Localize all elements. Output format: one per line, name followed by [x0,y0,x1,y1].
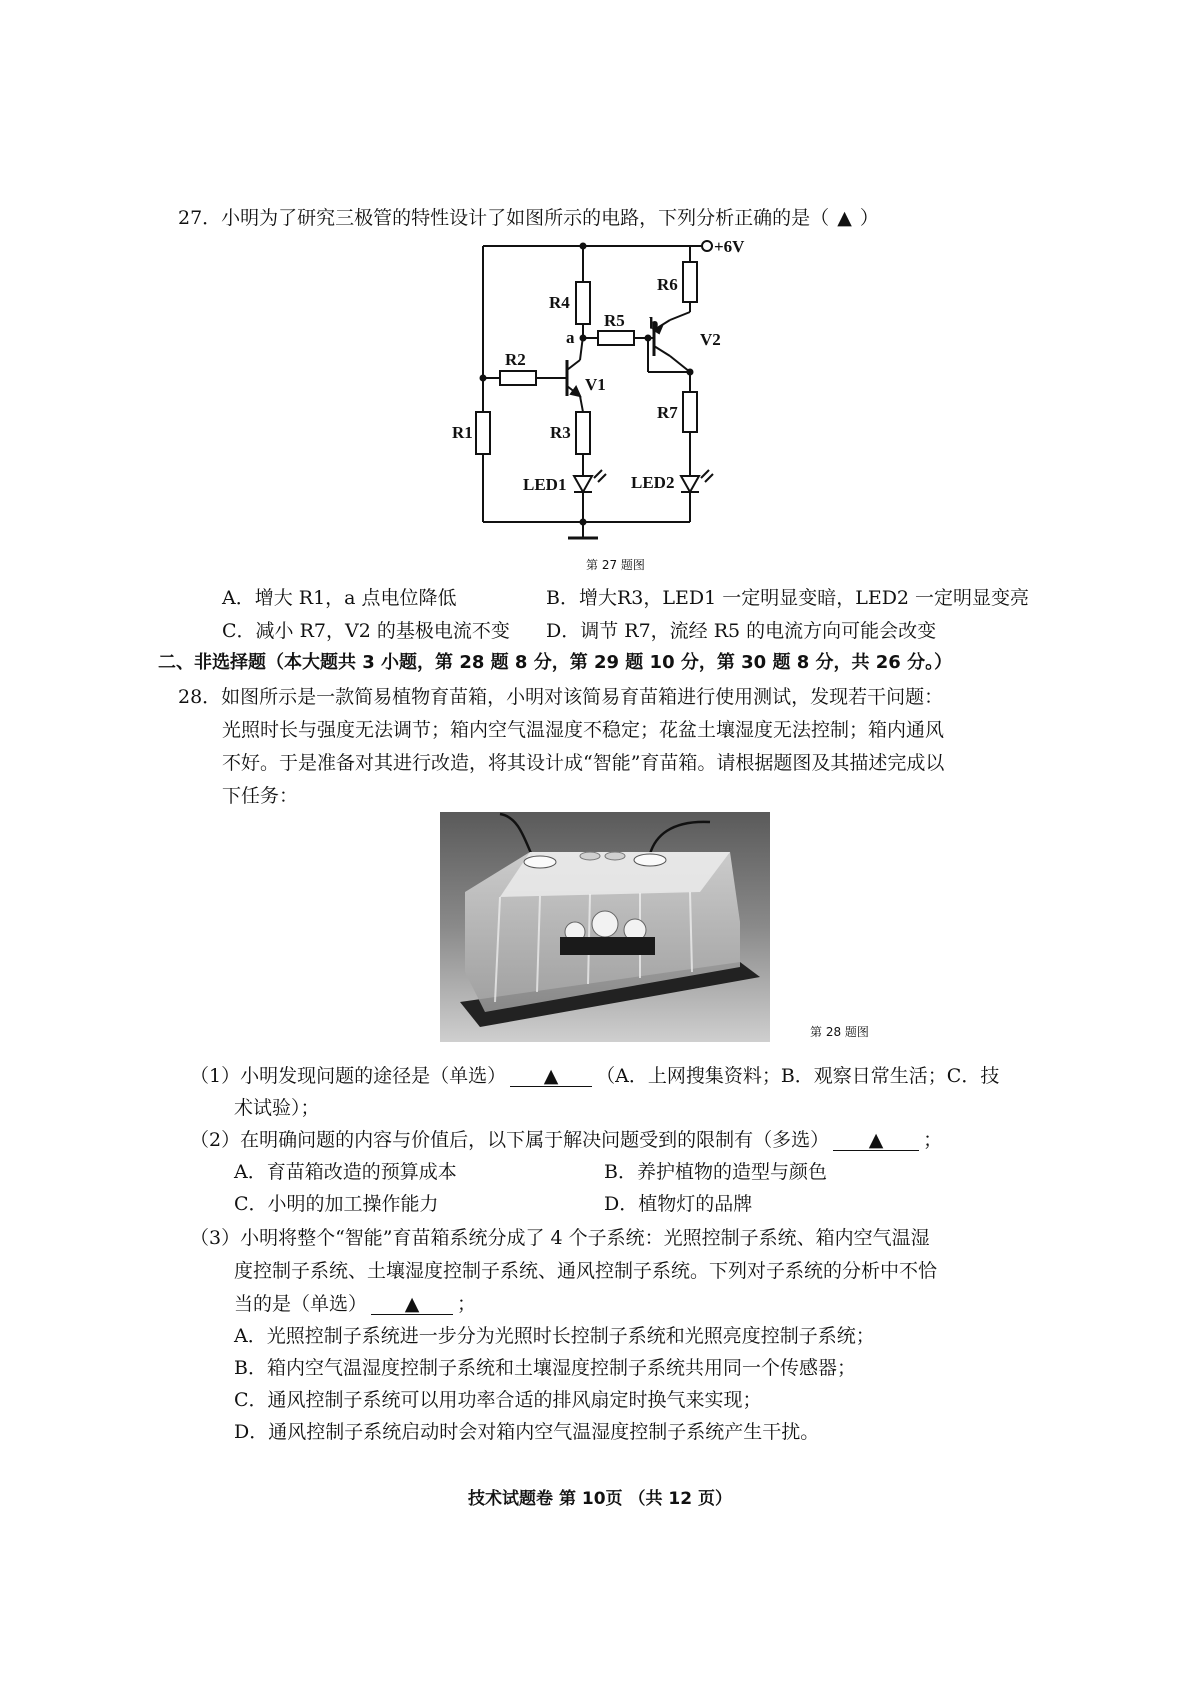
page-footer: 技术试题卷 第 10页 （共 12 页） [468,1489,732,1509]
q27-option-c: C．减小 R7，V2 的基极电流不变 [222,620,510,642]
q28-sub3-end: ； [457,1293,477,1315]
q28-sub1-answer-blank[interactable]: ▲ [510,1066,592,1087]
q28-intro-line-4: 下任务： [222,785,299,807]
q28-sub3-answer-blank[interactable]: ▲ [371,1294,453,1315]
q28-intro-line-3: 不好。于是准备对其进行改造，将其设计成“智能”育苗箱。请根据题图及其描述完成以 [222,752,945,774]
q28-sub2-answer-blank[interactable]: ▲ [833,1130,919,1151]
q28-sub3-prompt: 当的是（单选） [234,1293,368,1315]
label-led2: LED2 [631,473,675,492]
label-v2: V2 [700,330,721,349]
q27-stem-close: ） [859,207,879,229]
q28-intro-line-1: 28．如图所示是一款简易植物育苗箱，小明对该简易育苗箱进行使用测试，发现若干问题： [178,686,944,708]
q28-sub2-option-a: A．育苗箱改造的预算成本 [234,1161,457,1183]
label-node-b: b [649,314,659,333]
q28-sub2-line-1 [190,1128,942,1152]
q28-sub2-end: ； [923,1129,943,1151]
q28-sub2-option-d: D．植物灯的品牌 [604,1193,753,1215]
q28-sub1-line-1 [190,1064,999,1088]
figure-27-caption: 第 27 题图 [586,558,645,572]
seedling-box-photo [440,812,770,1042]
q27-option-d: D．调节 R7，流经 R5 的电流方向可能会改变 [546,620,937,642]
q28-sub3-option-a: A．光照控制子系统进一步分为光照时长控制子系统和光照亮度控制子系统； [234,1325,875,1347]
label-v1: V1 [585,375,606,394]
q28-sub1-prompt: （1）小明发现问题的途径是（单选） [190,1065,507,1087]
label-led1: LED1 [523,475,567,494]
label-r7: R7 [657,403,678,422]
label-r4: R4 [549,293,570,312]
q28-sub2-option-b: B．养护植物的造型与颜色 [604,1161,827,1183]
label-vcc: +6V [714,237,745,256]
q28-sub1-choices: （A．上网搜集资料；B．观察日常生活；C．技 [596,1065,1000,1087]
label-r2: R2 [505,350,526,369]
q28-sub3-line-2: 度控制子系统、土壤湿度控制子系统、通风控制子系统。下列对子系统的分析中不恰 [234,1260,938,1282]
q27-option-b: B．增大R3，LED1 一定明显变暗，LED2 一定明显变亮 [546,587,1030,609]
q28-sub2-option-c: C．小明的加工操作能力 [234,1193,439,1215]
q28-sub3-line-1: （3）小明将整个“智能”育苗箱系统分成了 4 个子系统：光照控制子系统、箱内空气温湿 [190,1227,930,1249]
q28-sub3-option-c: C．通风控制子系统可以用功率合适的排风扇定时换气来实现； [234,1389,762,1411]
q28-sub3-option-b: B．箱内空气温湿度控制子系统和土壤湿度控制子系统共用同一个传感器； [234,1357,856,1379]
q28-intro-line-2: 光照时长与强度无法调节；箱内空气温湿度不稳定；花盆土壤湿度无法控制；箱内通风 [222,719,945,741]
q27-stem [178,206,879,230]
label-node-a: a [566,328,575,347]
label-r3: R3 [550,423,571,442]
q27-option-a: A．增大 R1，a 点电位降低 [222,587,457,609]
answer-triangle: ▲ [837,207,852,229]
label-r6: R6 [657,275,678,294]
figure-28-caption: 第 28 题图 [810,1025,869,1039]
q28-sub3-line-3 [234,1292,476,1316]
label-r5: R5 [604,311,625,330]
label-r1: R1 [452,423,473,442]
q27-stem-text: 27．小明为了研究三极管的特性设计了如图所示的电路，下列分析正确的是（ [178,207,830,229]
circuit-diagram [452,234,790,556]
section-2-title: 二、非选择题（本大题共 3 小题，第 28 题 8 分，第 29 题 10 分，第 30 题 8 分，共 26 分。） [158,652,953,673]
q28-sub2-prompt: （2）在明确问题的内容与价值后，以下属于解决问题受到的限制有（多选） [190,1129,830,1151]
q28-sub3-option-d: D．通风控制子系统启动时会对箱内空气温湿度控制子系统产生干扰。 [234,1421,820,1443]
q28-sub1-line-2: 术试验）； [234,1097,320,1119]
